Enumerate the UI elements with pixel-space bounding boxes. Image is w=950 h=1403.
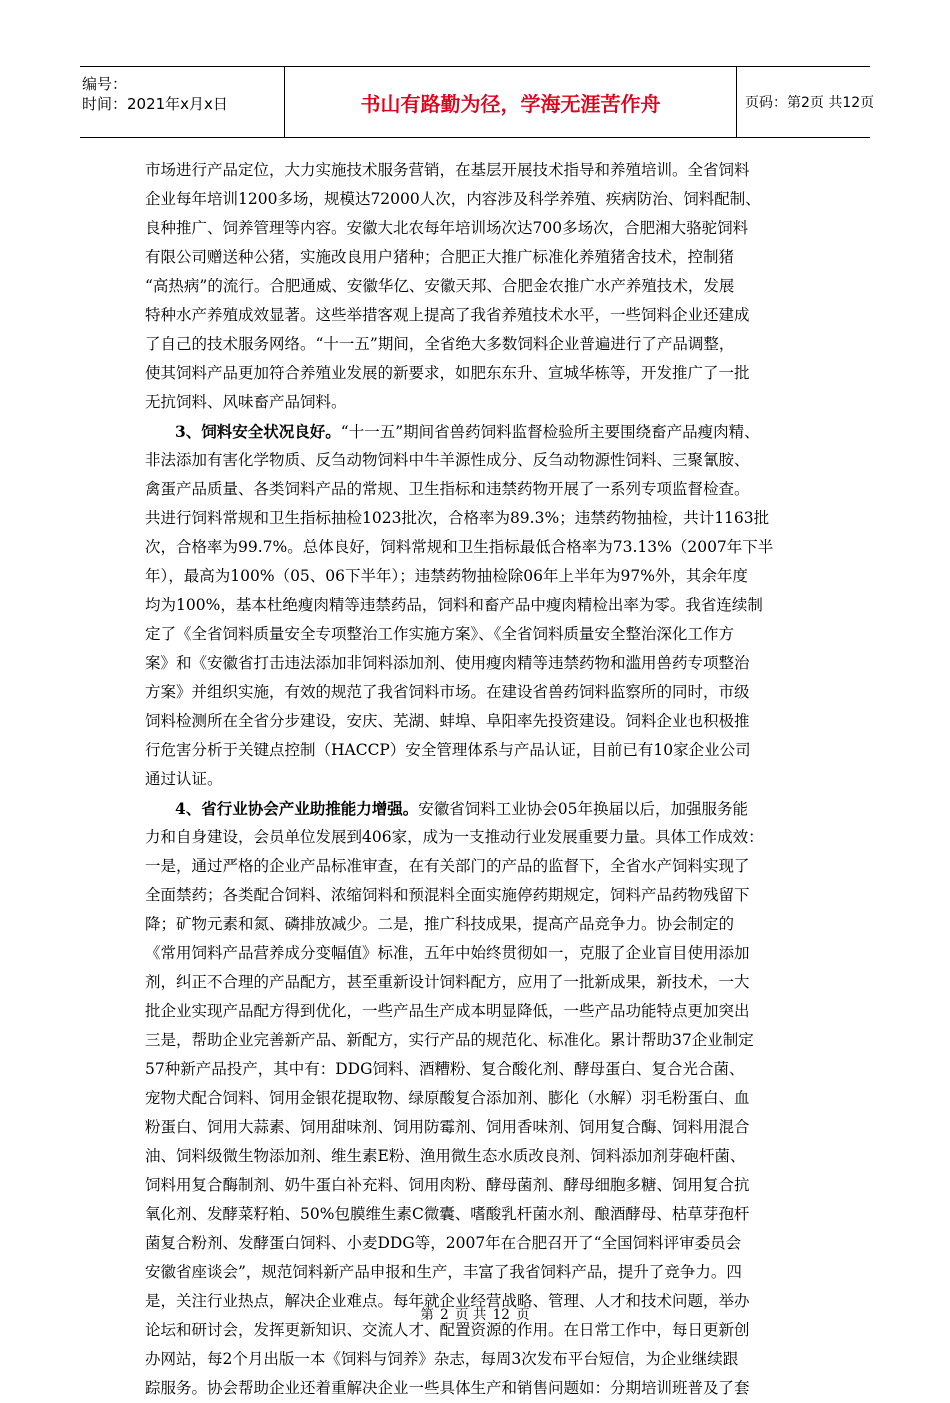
text-line: 踪服务。协会帮助企业还着重解决企业一些具体生产和销售问题如：分期培训班普及了套 bbox=[145, 1379, 750, 1397]
text-line: 力和自身建设，会员单位发展到406家，成为一支推动行业发展重要力量。具体工作成效： bbox=[145, 828, 764, 846]
footer-suffix: 页 bbox=[516, 1307, 530, 1323]
header-page-number: 页码：第2页 共12页 bbox=[745, 95, 875, 111]
text-line: 菌复合粉剂、发酵蛋白饲料、小麦DDG等，2007年在合肥召开了“全国饲料评审委员会 bbox=[145, 1234, 742, 1252]
text-line: 论坛和研讨会，发挥更新知识、交流人才、配置资源的作用。在日常工作中，每日更新创 bbox=[145, 1321, 750, 1339]
section-heading-line bbox=[145, 417, 817, 446]
section-heading: 3、饲料安全状况良好。 bbox=[175, 422, 341, 441]
text-line: 案》和《安徽省打击违法添加非饲料添加剂、使用瘦肉精等违禁药物和滥用兽药专项整治 bbox=[145, 654, 750, 672]
header-motto: 书山有路勤为径，学海无涯苦作舟 bbox=[360, 91, 661, 116]
text-line: 定了《全省饲料质量安全专项整治工作实施方案》、《全省饲料质量安全整治深化工作方 bbox=[145, 625, 735, 643]
text-line: 方案》并组织实施，有效的规范了我省饲料市场。在建设省兽药饲料监察所的同时，市级 bbox=[145, 683, 750, 701]
text-line: “高热病”的流行。合肥通威、安徽华亿、安徽天邦、合肥金农推广水产养殖技术，发展 bbox=[145, 277, 735, 295]
text-line: 粉蛋白、饲用大蒜素、饲用甜味剂、饲用防霉剂、饲用香味剂、饲用复合酶、饲料用混合 bbox=[145, 1118, 750, 1136]
text-line: 宠物犬配合饲料、饲用金银花提取物、绿原酸复合添加剂、膨化（水解）羽毛粉蛋白、血 bbox=[145, 1089, 750, 1107]
header-meta bbox=[80, 67, 284, 137]
footer-total-pages: 12 bbox=[492, 1307, 510, 1323]
text-line: 企业每年培训1200多场，规模达72000人次，内容涉及科学养殖、疾病防治、饲料配制、 bbox=[145, 190, 761, 208]
page-footer bbox=[0, 1303, 950, 1323]
footer-current-page: 2 bbox=[440, 1307, 449, 1323]
footer-middle: 页 共 bbox=[455, 1307, 487, 1323]
text-line: 市场进行产品定位，大力实施技术服务营销，在基层开展技术指导和养殖培训。全省饲料 bbox=[145, 161, 750, 179]
text-line: 禽蛋产品质量、各类饲料产品的常规、卫生指标和违禁药物开展了一系列专项监督检查。 bbox=[145, 480, 750, 498]
text-line: 《常用饲料产品营养成分变幅值》标准，五年中始终贯彻如一，克服了企业盲目使用添加 bbox=[145, 944, 750, 962]
text-line: 三是，帮助企业完善新产品、新配方，实行产品的规范化、标准化。累计帮助37企业制定 bbox=[145, 1031, 754, 1049]
text-line: 饲料用复合酶制剂、奶牛蛋白补充料、饲用肉粉、酵母菌剂、酵母细胞多糖、饲用复合抗 bbox=[145, 1176, 750, 1194]
text-line: 均为100%，基本杜绝瘦肉精等违禁药品，饲料和畜产品中瘦肉精检出率为零。我省连续制 bbox=[145, 596, 763, 614]
text-line: 氧化剂、发酵菜籽粕、50%包膜维生素C微囊、嗜酸乳杆菌水剂、酿酒酵母、枯草芽孢杆 bbox=[145, 1205, 750, 1223]
document-body bbox=[145, 156, 817, 1403]
text-line: 非法添加有害化学物质、反刍动物饲料中牛羊源性成分、反刍动物源性饲料、三聚氰胺、 bbox=[145, 451, 750, 469]
text-run: 安徽省饲料工业协会05年换届以后，加强服务能 bbox=[418, 800, 749, 818]
text-line: 无抗饲料、风味畜产品饲料。 bbox=[145, 393, 347, 411]
document-code: 编号： bbox=[82, 75, 128, 93]
text-line: 57种新产品投产，其中有：DDG饲料、酒糟粉、复合酸化剂、酵母蛋白、复合光合菌、 bbox=[145, 1060, 745, 1078]
text-line: 年），最高为100%（05、06下半年）；违禁药物抽检除06年上半年为97%外，其余年度 bbox=[145, 567, 748, 585]
text-line: 通过认证。 bbox=[145, 770, 223, 788]
text-run: “十一五”期间省兽药饲料监督检验所主要围绕畜产品瘦肉精、 bbox=[340, 423, 760, 441]
text-line: 办网站，每2个月出版一本《饲料与饲养》杂志，每周3次发布平台短信，为企业继续跟 bbox=[145, 1350, 739, 1368]
page-header bbox=[80, 66, 875, 138]
text-line: 全面禁药；各类配合饲料、浓缩饲料和预混料全面实施停药期规定，饲料产品药物残留下 bbox=[145, 886, 750, 904]
text-line: 行危害分析于关键点控制（HACCP）安全管理体系与产品认证，目前已有10家企业公司 bbox=[145, 741, 751, 759]
document-date: 时间：2021年x月x日 bbox=[82, 95, 228, 113]
text-line: 降；矿物元素和氮、磷排放减少。二是，推广科技成果，提高产品竞争力。协会制定的 bbox=[145, 915, 735, 933]
footer-prefix: 第 bbox=[420, 1307, 434, 1323]
text-line: 共进行饲料常规和卫生指标抽检1023批次，合格率为89.3%；违禁药物抽检，共计1163批 bbox=[145, 509, 770, 527]
section-heading: 4、省行业协会产业助推能力增强。 bbox=[175, 799, 419, 818]
text-line: 有限公司赠送种公猪，实施改良用户猪种；合肥正大推广标准化养殖猪舍技术，控制猪 bbox=[145, 248, 735, 266]
text-line: 了自己的技术服务网络。“十一五”期间，全省绝大多数饲料企业普遍进行了产品调整， bbox=[145, 335, 735, 353]
text-line: 剂，纠正不合理的产品配方，甚至重新设计饲料配方，应用了一批新成果，新技术，一大 bbox=[145, 973, 750, 991]
text-line: 次，合格率为99.7%。总体良好，饲料常规和卫生指标最低合格率为73.13%（2007年下半 bbox=[145, 538, 774, 556]
text-line: 饲料检测所在全省分步建设，安庆、芜湖、蚌埠、阜阳率先投资建设。饲料企业也积极推 bbox=[145, 712, 750, 730]
text-line: 安徽省座谈会”，规范饲料新产品申报和生产，丰富了我省饲料产品，提升了竞争力。四 bbox=[145, 1263, 742, 1281]
text-line: 特种水产养殖成效显著。这些举措客观上提高了我省养殖技术水平，一些饲料企业还建成 bbox=[145, 306, 750, 324]
text-line: 是，关注行业热点，解决企业难点。每年就企业经营战略、管理、人才和技术问题，举办 bbox=[145, 1292, 750, 1310]
text-line: 批企业实现产品配方得到优化，一些产品生产成本明显降低，一些产品功能特点更加突出 bbox=[145, 1002, 750, 1020]
text-line: 油、饲料级微生物添加剂、维生素E粉、渔用微生态水质改良剂、饲料添加剂芽砲杆菌、 bbox=[145, 1147, 746, 1165]
text-line: 使其饲料产品更加符合养殖业发展的新要求，如肥东东升、宣城华栋等，开发推广了一批 bbox=[145, 364, 750, 382]
text-line: 一是，通过严格的企业产品标准审查，在有关部门的产品的监督下，全省水产饲料实现了 bbox=[145, 857, 750, 875]
section-heading-line bbox=[145, 794, 817, 823]
text-line: 良种推广、饲养管理等内容。安徽大北农每年培训场次达700多场次，合肥湘大骆驼饲料 bbox=[145, 219, 749, 237]
